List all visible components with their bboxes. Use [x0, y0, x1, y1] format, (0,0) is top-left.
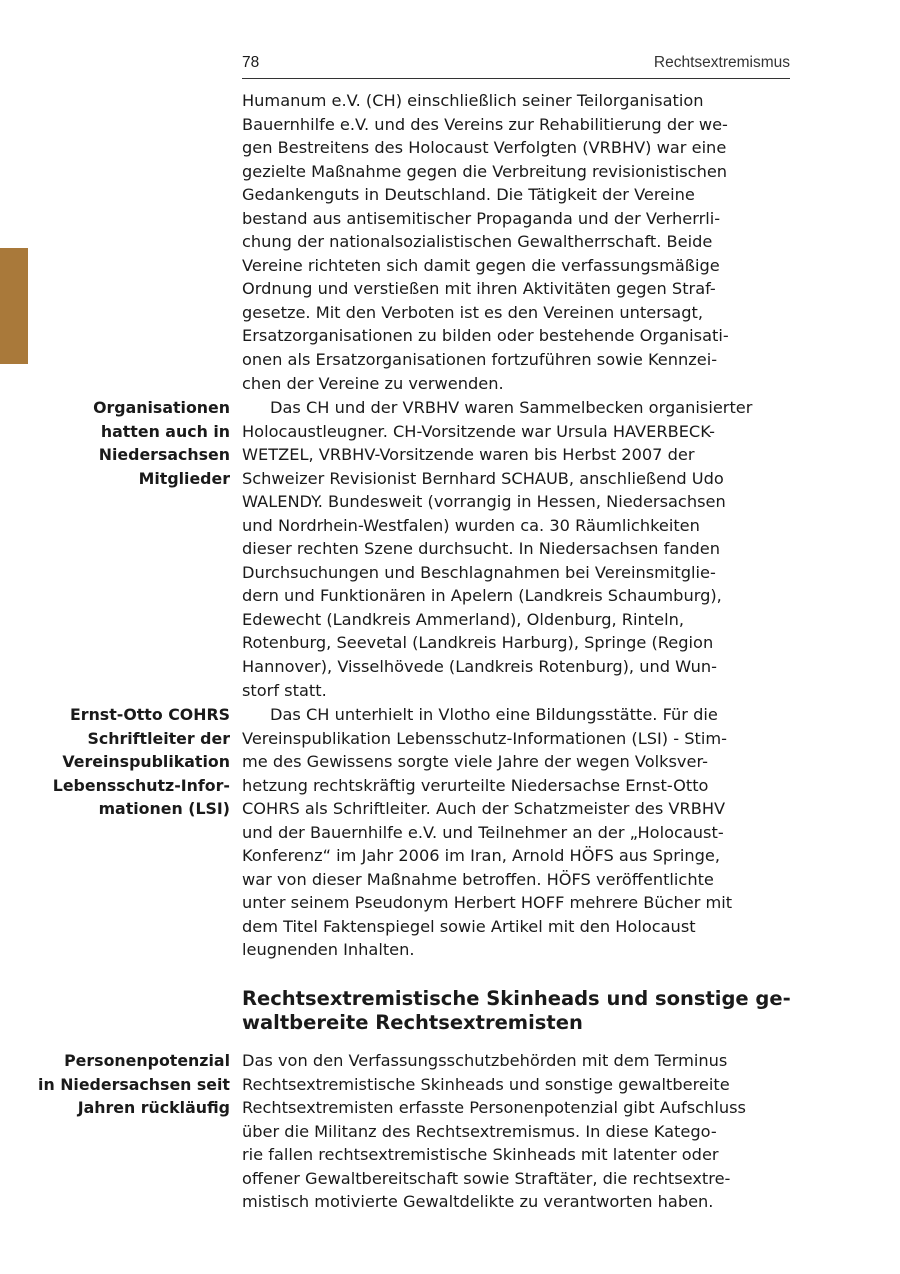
text-line: Humanum e.V. (CH) einschließlich seiner Teilorganisation: [242, 91, 704, 110]
section-heading-line: Rechtsextremistische Skinheads und sonstige ge-: [242, 987, 791, 1010]
margin-note-line: Mitglieder: [138, 468, 230, 488]
text-line: Edewecht (Landkreis Ammerland), Oldenburg, Rinteln,: [242, 609, 685, 629]
margin-note-1: [10, 396, 230, 490]
paragraph-4: [242, 1049, 790, 1214]
margin-note-3: [10, 1049, 230, 1120]
text-line: Konferenz“ im Jahr 2006 im Iran, Arnold HÖFS aus Springe,: [242, 846, 720, 866]
text-line: rie fallen rechtsextremistische Skinheads mit latenter oder: [242, 1145, 719, 1165]
text-line: gesetze. Mit den Verboten ist es den Vereinen untersagt,: [242, 302, 703, 322]
running-title: Rechtsextremismus: [653, 54, 790, 71]
text-line: me des Gewissens sorgte viele Jahre der wegen Volksver-: [242, 752, 708, 772]
margin-note-2: [10, 703, 230, 821]
chapter-tab-marker: [0, 248, 28, 364]
text-line: Vereine richteten sich damit gegen die verfassungsmäßige: [242, 255, 720, 275]
text-line: Durchsuchungen und Beschlagnahmen bei Vereinsmitglie-: [242, 562, 716, 582]
text-line: dieser rechten Szene durchsucht. In Niedersachsen fanden: [242, 539, 720, 559]
text-line: hetzung rechtskräftig verurteilte Niedersachse Ernst-Otto: [242, 775, 709, 795]
text-line: bestand aus antisemitischer Propaganda und der Verherrli-: [242, 208, 721, 228]
margin-note-line: Lebensschutz-Infor-: [52, 775, 230, 795]
text-line: Ordnung und verstießen mit ihren Aktivitäten gegen Straf-: [242, 279, 716, 299]
margin-note-line: hatten auch in: [100, 421, 230, 441]
text-line: Ersatzorganisationen zu bilden oder bestehende Organisati-: [242, 326, 729, 346]
text-line: Holocaustleugner. CH-Vorsitzende war Ursula HAVERBECK-: [242, 421, 715, 441]
text-line: dern und Funktionären in Apelern (Landkreis Schaumburg),: [242, 586, 722, 606]
paragraph-2: [242, 396, 790, 702]
margin-note-line: Ernst-Otto COHRS: [69, 705, 230, 724]
text-line: Gedankenguts in Deutschland. Die Tätigkeit der Vereine: [242, 185, 695, 205]
text-line: COHRS als Schriftleiter. Auch der Schatzmeister des VRBHV: [242, 799, 726, 819]
paragraph-1: [242, 89, 790, 395]
text-line: Das CH und der VRBHV waren Sammelbecken organisierter: [270, 398, 753, 417]
margin-note-line: Schriftleiter der: [87, 728, 230, 748]
margin-note-line: Personenpotenzial: [64, 1051, 230, 1070]
section-heading: [242, 987, 802, 1035]
text-line: Das CH unterhielt in Vlotho eine Bildungsstätte. Für die: [270, 705, 718, 724]
text-line: und Nordrhein-Westfalen) wurden ca. 30 Räumlichkeiten: [242, 515, 700, 535]
text-line: Rotenburg, Seevetal (Landkreis Harburg), Springe (Region: [242, 633, 714, 653]
text-line: WETZEL, VRBHV-Vorsitzende waren bis Herbst 2007 der: [242, 445, 695, 465]
page-number: 78: [242, 54, 260, 71]
text-line: über die Militanz des Rechtsextremismus. In diese Katego-: [242, 1121, 717, 1141]
text-line: chen der Vereine zu verwenden.: [242, 373, 504, 393]
text-line: und der Bauernhilfe e.V. und Teilnehmer an der „Holocaust-: [242, 822, 724, 842]
text-line: Rechtsextremisten erfasste Personenpotenzial gibt Aufschluss: [242, 1098, 746, 1118]
margin-note-line: mationen (LSI): [98, 799, 230, 819]
text-line: mistisch motivierte Gewaltdelikte zu verantworten haben.: [242, 1192, 714, 1212]
text-line: chung der nationalsozialistischen Gewaltherrschaft. Beide: [242, 232, 713, 252]
text-line: offener Gewaltbereitschaft sowie Straftäter, die rechtsextre-: [242, 1168, 731, 1188]
margin-note-line: in Niedersachsen seit: [38, 1074, 230, 1094]
text-line: Hannover), Visselhövede (Landkreis Rotenburg), und Wun-: [242, 657, 717, 677]
page-header: [242, 52, 790, 79]
margin-note-line: Organisationen: [93, 398, 230, 417]
text-line: leugnenden Inhalten.: [242, 940, 415, 960]
margin-note-line: Jahren rückläufig: [77, 1098, 230, 1118]
text-line: storf statt.: [242, 680, 327, 700]
text-line: war von dieser Maßnahme betroffen. HÖFS veröffentlichte: [242, 869, 714, 889]
text-line: Schweizer Revisionist Bernhard SCHAUB, anschließend Udo: [242, 468, 724, 488]
text-line: Vereinspublikation Lebensschutz-Informationen (LSI) - Stim-: [242, 728, 727, 748]
text-line: WALENDY. Bundesweit (vorrangig in Hessen, Niedersachsen: [242, 492, 726, 512]
section-heading-line: waltbereite Rechtsextremisten: [242, 1011, 583, 1034]
text-line: Das von den Verfassungsschutzbehörden mit dem Terminus: [242, 1051, 728, 1070]
text-line: onen als Ersatzorganisationen fortzuführen sowie Kennzei-: [242, 350, 718, 370]
margin-note-line: Niedersachsen: [98, 445, 230, 465]
paragraph-3: [242, 703, 790, 962]
text-line: gezielte Maßnahme gegen die Verbreitung revisionistischen: [242, 161, 728, 181]
text-line: Rechtsextremistische Skinheads und sonstige gewaltbereite: [242, 1074, 730, 1094]
text-line: Bauernhilfe e.V. und des Vereins zur Rehabilitierung der we-: [242, 114, 728, 134]
text-line: unter seinem Pseudonym Herbert HOFF mehrere Bücher mit: [242, 893, 733, 913]
text-line: dem Titel Faktenspiegel sowie Artikel mit den Holocaust: [242, 916, 696, 936]
margin-note-line: Vereinspublikation: [62, 752, 230, 772]
text-line: gen Bestreitens des Holocaust Verfolgten (VRBHV) war eine: [242, 138, 727, 158]
